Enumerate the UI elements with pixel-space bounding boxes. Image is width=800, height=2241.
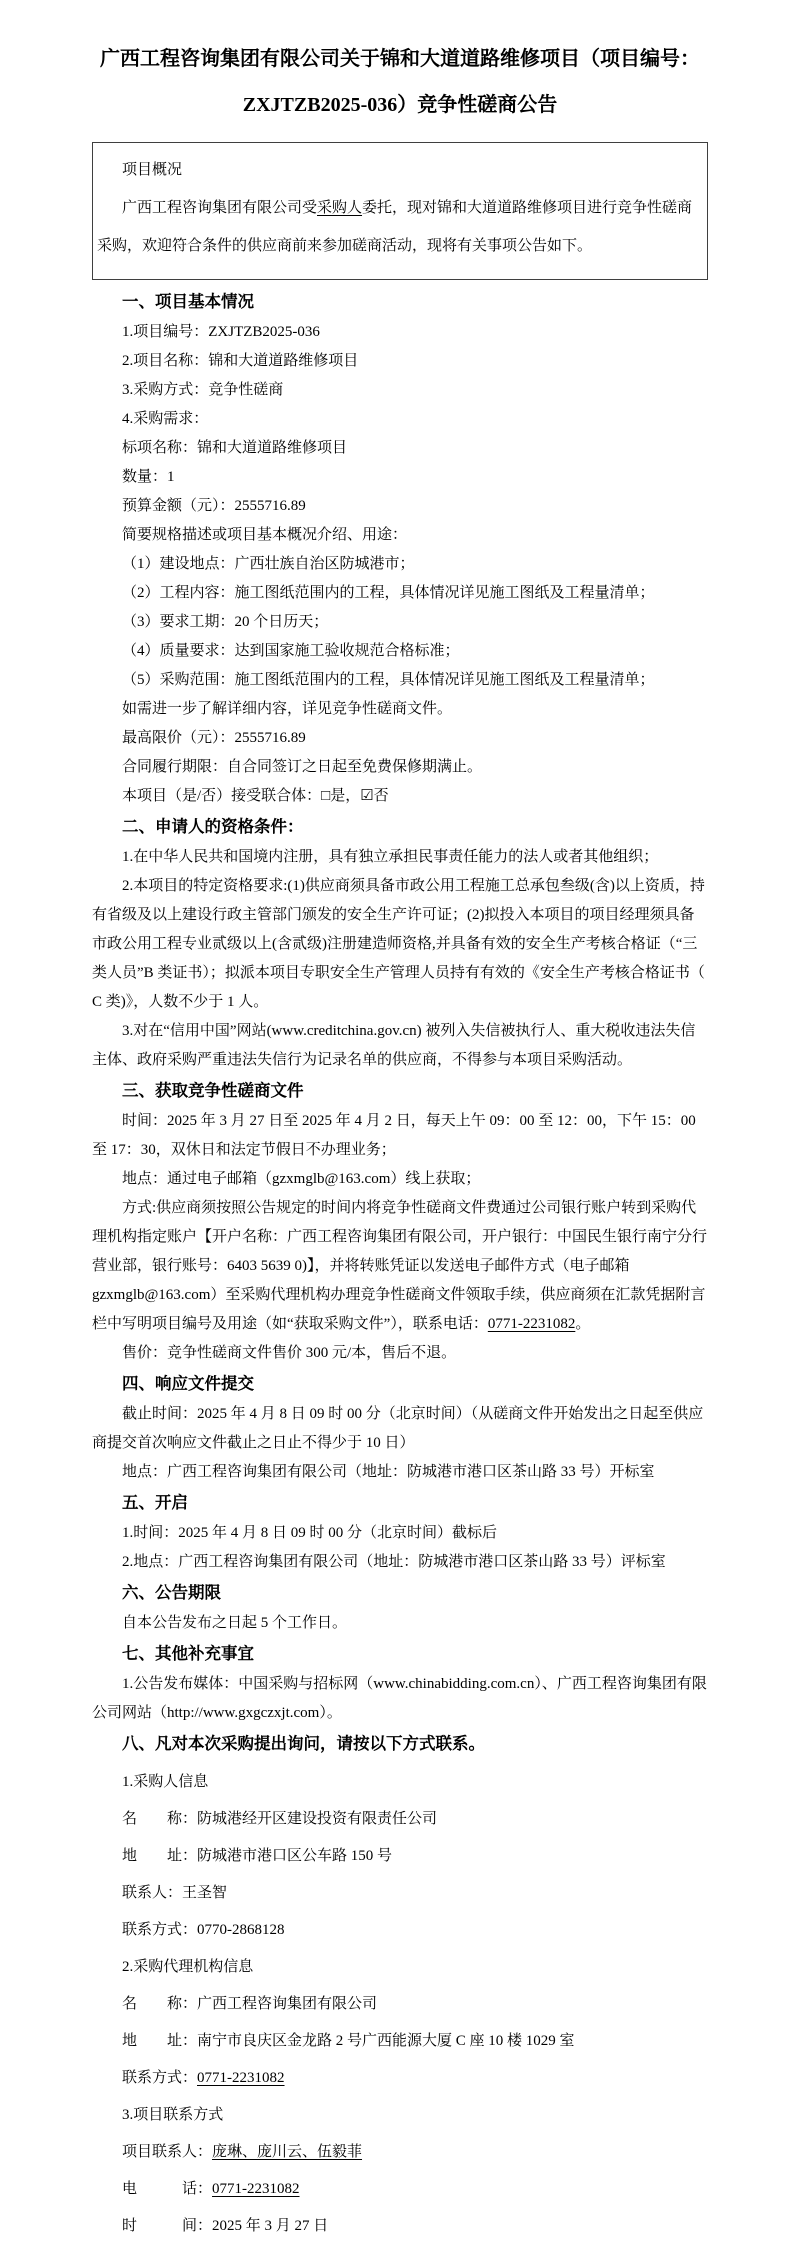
text-segment: 委托，现对锦和大道道路维修项目进行竞争性磋商采购，欢迎符合条件的供应商前来参加磋商活动，现将有关事项公告如下。 [97, 200, 693, 254]
paragraph [92, 463, 708, 492]
text-segment: 。 [575, 1316, 591, 1332]
paragraph [92, 2138, 708, 2167]
page-title [92, 36, 708, 128]
paragraph [92, 843, 708, 872]
section-heading: 一、项目基本情况 [122, 292, 254, 311]
text-segment: 联系人：王圣智 [122, 1885, 228, 1901]
text-segment: 数量：1 [122, 469, 175, 485]
paragraph [92, 1990, 708, 2019]
underlined-text: 0771-2231082 [197, 2070, 285, 2086]
text-segment: 最高限价（元）：2555716.89 [122, 730, 306, 746]
text-segment: 截止时间：2025 年 4 月 8 日 09 时 00 分（北京时间）（从磋商文件开始发出之日起至供应商提交首次响应文件截止之日止不得少于 10 日） [92, 1406, 704, 1451]
underlined-text: 0771-2231082 [487, 1316, 576, 1332]
text-segment: 3.对在“信用中国”网站(www.creditchina.gov.cn) 被列入失信被执行人、重大税收违法失信主体、政府采购严重违法失信行为记录名单的供应商，不得参与本项目采购活动。 [92, 1023, 696, 1068]
paragraph [92, 2101, 708, 2130]
section-heading: 六、公告期限 [122, 1583, 221, 1602]
text-segment: 名 称：广西工程咨询集团有限公司 [122, 1996, 378, 2012]
paragraph [92, 872, 708, 1017]
overview-heading: 项目概况 [122, 162, 183, 178]
text-segment: 地点：通过电子邮箱（gzxmglb@163.com）线上获取； [122, 1171, 481, 1187]
text-segment: 项目联系人： [122, 2144, 213, 2160]
text-segment: 如需进一步了解详细内容，详见竞争性磋商文件。 [122, 701, 453, 717]
paragraph [92, 1017, 708, 1075]
section-heading: 二、申请人的资格条件： [122, 817, 304, 836]
text-segment: 2.采购代理机构信息 [122, 1959, 254, 1975]
text-segment: （5）采购范围：施工图纸范围内的工程，具体情况详见施工图纸及工程量清单； [122, 672, 655, 688]
paragraph [92, 1805, 708, 1834]
text-segment: 联系方式：0770-2868128 [122, 1922, 285, 1938]
paragraph [92, 724, 708, 753]
text-segment: 合同履行期限：自合同签订之日起至免费保修期满止。 [122, 759, 483, 775]
paragraph [92, 637, 708, 666]
paragraph [92, 1165, 708, 1194]
text-segment: （2）工程内容：施工图纸范围内的工程，具体情况详见施工图纸及工程量清单； [122, 585, 655, 601]
paragraph [92, 521, 708, 550]
paragraph [92, 1916, 708, 1945]
underlined-text: 庞琳、庞川云、伍毅菲 [212, 2144, 363, 2160]
text-segment: 2.本项目的特定资格要求:(1)供应商须具备市政公用工程施工总承包叁级(含)以上资质，持有省级及以上建设行政主管部门颁发的安全生产许可证；(2)拟投入本项目的项目经理须具备市政公用工程专业贰级以上(含贰级)注册建造师资格,并具备有效的安全生产考核合格证（“三类人员”B 类证书）；拟派本项目专职安全生产管理人员持有有效的《安全生产考核合格证书（ C 类)》，人数不少于 1 人。 [92, 878, 705, 1010]
paragraph [92, 1879, 708, 1908]
paragraph [92, 1339, 708, 1368]
text-segment: 地 址：南宁市良庆区金龙路 2 号广西能源大厦 C 座 10 楼 1029 室 [122, 2033, 575, 2049]
paragraph [92, 1609, 708, 1638]
text-segment: 时间：2025 年 3 月 27 日至 2025 年 4 月 2 日，每天上午 09：00 至 12：00，下午 15：00 至 17：30，双休日和法定节假日不办理业务； [92, 1113, 696, 1158]
text-segment: 1.在中华人民共和国境内注册，具有独立承担民事责任能力的法人或者其他组织； [122, 849, 659, 865]
paragraph [92, 492, 708, 521]
text-segment: 时 间：2025 年 3 月 27 日 [122, 2218, 329, 2234]
project-overview-box [92, 142, 708, 280]
text-segment: 2.地点：广西工程咨询集团有限公司（地址：防城港市港口区茶山路 33 号）评标室 [122, 1554, 666, 1570]
paragraph [92, 666, 708, 695]
text-segment: 4.采购需求： [122, 411, 209, 427]
paragraph [92, 1953, 708, 1982]
text-segment: （1）建设地点：广西壮族自治区防城港市； [122, 556, 415, 572]
text-segment: 预算金额（元）：2555716.89 [122, 498, 306, 514]
paragraph [92, 405, 708, 434]
text-segment: 3.采购方式：竞争性磋商 [122, 382, 284, 398]
text-segment: 简要规格描述或项目基本概况介绍、用途： [122, 527, 408, 543]
paragraph [92, 550, 708, 579]
underlined-text: 0771-2231082 [212, 2181, 300, 2197]
section-heading: 三、获取竞争性磋商文件 [122, 1081, 304, 1100]
document-section [92, 1368, 708, 1487]
text-segment: 自本公告发布之日起 5 个工作日。 [122, 1615, 348, 1631]
paragraph [92, 608, 708, 637]
page-title-line-2: ZXJTZB2025-036）竞争性磋商公告 [242, 94, 558, 116]
paragraph [92, 347, 708, 376]
page-title-line-1: 广西工程咨询集团有限公司关于锦和大道道路维修项目（项目编号： [100, 48, 700, 70]
paragraph [92, 695, 708, 724]
document-section [92, 1728, 708, 2241]
overview-paragraph [97, 189, 699, 265]
document-section [92, 1638, 708, 1728]
section-heading: 八、凡对本次采购提出询问，请按以下方式联系。 [122, 1734, 485, 1753]
document-section [92, 811, 708, 1075]
paragraph [92, 1107, 708, 1165]
text-segment: 1.公告发布媒体：中国采购与招标网（www.chinabidding.com.cn）、广西工程咨询集团有限公司网站（http://www.gxgczxjt.com）。 [92, 1676, 707, 1721]
document-body [92, 286, 708, 2241]
text-segment: 1.采购人信息 [122, 1774, 209, 1790]
text-segment: 地点：广西工程咨询集团有限公司（地址：防城港市港口区茶山路 33 号）开标室 [122, 1464, 655, 1480]
paragraph [92, 376, 708, 405]
paragraph [92, 753, 708, 782]
text-segment: 名 称：防城港经开区建设投资有限责任公司 [122, 1811, 438, 1827]
text-segment: 标项名称：锦和大道道路维修项目 [122, 440, 348, 456]
paragraph [92, 1768, 708, 1797]
paragraph [92, 434, 708, 463]
document-section [92, 1487, 708, 1577]
text-segment: 广西工程咨询集团有限公司受 [122, 200, 318, 216]
paragraph [92, 1194, 708, 1339]
document-section [92, 1075, 708, 1368]
paragraph [92, 2212, 708, 2241]
text-segment: 2.项目名称：锦和大道道路维修项目 [122, 353, 359, 369]
text-segment: 方式:供应商须按照公告规定的时间内将竞争性磋商文件费通过公司银行账户转到采购代理机构指定账户【开户名称：广西工程咨询集团有限公司，开户银行：中国民生银行南宁分行营业部，银行账号：6403 5639 0)】，并将转账凭证以发送电子邮件方式（电子邮箱gzxmglb@163.com）至采购代理机构办理竞争性磋商文件领取手续，供应商须在汇款凭据附言栏中写明项目编号及用途（如“获取采购文件”），联系电话： [92, 1200, 708, 1332]
paragraph [92, 579, 708, 608]
section-heading: 四、响应文件提交 [122, 1374, 254, 1393]
paragraph [92, 2064, 708, 2093]
text-segment: （3）要求工期：20 个日历天； [122, 614, 329, 630]
text-segment: 地 址：防城港市港口区公车路 150 号 [122, 1848, 393, 1864]
text-segment: 售价：竞争性磋商文件售价 300 元/本，售后不退。 [122, 1345, 457, 1361]
text-segment: 1.时间：2025 年 4 月 8 日 09 时 00 分（北京时间）截标后 [122, 1525, 498, 1541]
text-segment: （4）质量要求：达到国家施工验收规范合格标准； [122, 643, 460, 659]
text-segment: 本项目（是/否）接受联合体：□是，☑否 [122, 788, 389, 804]
paragraph [92, 318, 708, 347]
paragraph [92, 1400, 708, 1458]
paragraph [92, 1670, 708, 1728]
text-segment: 1.项目编号：ZXJTZB2025-036 [122, 324, 320, 340]
text-segment: 3.项目联系方式 [122, 2107, 224, 2123]
paragraph [92, 1458, 708, 1487]
section-heading: 五、开启 [122, 1493, 188, 1512]
paragraph [92, 1842, 708, 1871]
paragraph [92, 1519, 708, 1548]
paragraph [92, 2175, 708, 2204]
paragraph [92, 782, 708, 811]
text-segment: 电 话： [122, 2181, 213, 2197]
paragraph [92, 2027, 708, 2056]
underlined-text: 采购人 [317, 200, 363, 216]
text-segment: 联系方式： [122, 2070, 198, 2086]
document-section [92, 1577, 708, 1638]
paragraph [92, 1548, 708, 1577]
section-heading: 七、其他补充事宜 [122, 1644, 254, 1663]
document-section [92, 286, 708, 811]
